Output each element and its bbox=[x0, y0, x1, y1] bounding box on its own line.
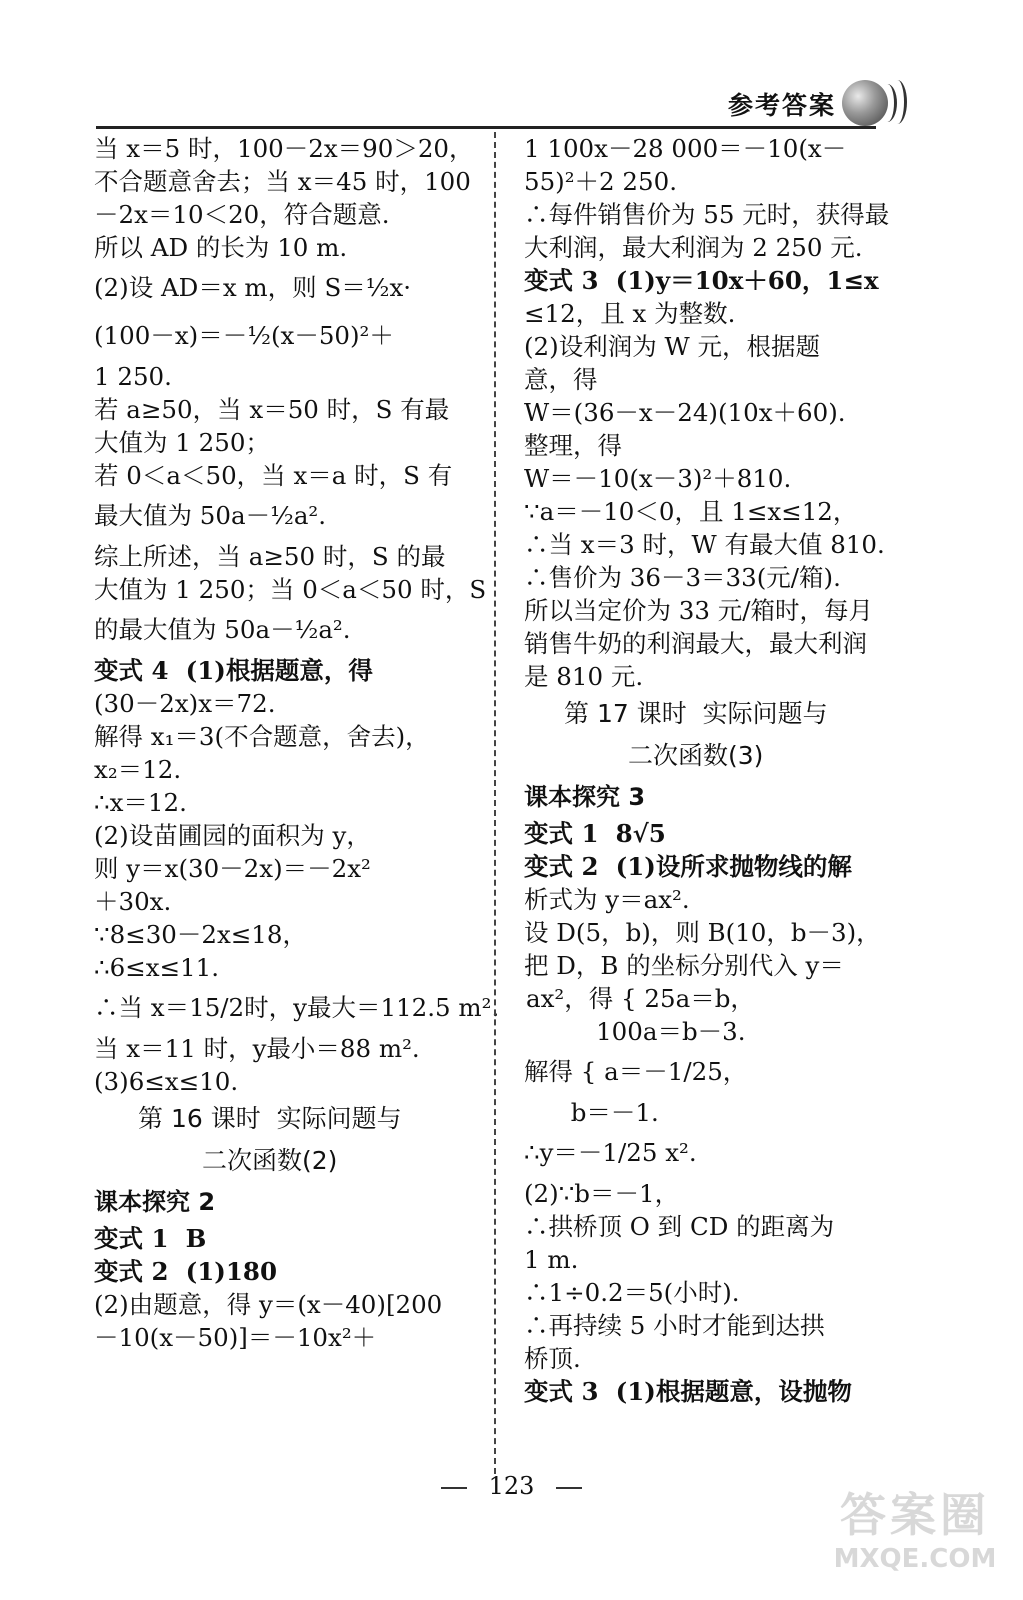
text-line: 综上所述，当 a≥50 时，S 的最 bbox=[94, 542, 446, 571]
text-line: 设 D(5，b)，则 B(10，b－3)， bbox=[524, 918, 881, 947]
exercise-heading: 变式 3 (1)根据题意，设抛物 bbox=[524, 1377, 852, 1406]
text-line: 1 100x－28 000＝－10(x－ bbox=[524, 134, 847, 163]
text-line: (3)6≤x≤10. bbox=[94, 1067, 239, 1096]
left-column bbox=[94, 132, 500, 1354]
header-arc-icon bbox=[888, 80, 907, 124]
text-line: x₂＝12. bbox=[94, 755, 182, 784]
text-line: ∴拱桥顶 O 到 CD 的距离为 bbox=[524, 1212, 835, 1241]
text-line: 当 x＝5 时，100－2x＝90＞20， bbox=[94, 134, 474, 163]
text-line: ∴售价为 36－3＝33(元/箱). bbox=[524, 563, 841, 592]
exercise-heading: 变式 3 (1)y＝10x＋60，1≤x bbox=[524, 266, 879, 295]
watermark-logo bbox=[820, 1488, 1010, 1588]
lesson-title: 第 17 课时 实际问题与 bbox=[564, 699, 828, 728]
section-heading: 课本探究 2 bbox=[94, 1188, 216, 1216]
text-line: ∴每件销售价为 55 元时，获得最 bbox=[524, 200, 890, 229]
text-line: －10(x－50)]＝－10x²＋ bbox=[94, 1323, 377, 1352]
text-line: 所以当定价为 33 元/箱时，每月 bbox=[524, 596, 874, 625]
text-line: 的最大值为 50a－½a². bbox=[94, 615, 351, 644]
text-line: ∴x＝12. bbox=[94, 788, 187, 817]
exercise-heading: 变式 2 (1)设所求抛物线的解 bbox=[524, 852, 852, 881]
text-line: ∵8≤30－2x≤18， bbox=[94, 920, 307, 949]
watermark-text: 答案圈 bbox=[840, 1488, 990, 1542]
lesson-subtitle: 二次函数(3) bbox=[628, 741, 764, 770]
text-line: 整理，得 bbox=[524, 431, 622, 460]
text-line: ∵a＝－10＜0，且 1≤x≤12， bbox=[524, 497, 858, 526]
footer-dash bbox=[441, 1487, 467, 1489]
exercise-heading: 变式 1 B bbox=[94, 1224, 207, 1253]
text-line: 若 0＜a＜50，当 x＝a 时，S 有 bbox=[94, 461, 453, 490]
watermark-url: MXQE.COM bbox=[833, 1544, 997, 1574]
text-line: W＝－10(x－3)²＋810. bbox=[524, 464, 792, 493]
text-line: (30－2x)x＝72. bbox=[94, 689, 276, 718]
section-heading: 课本探究 3 bbox=[524, 783, 646, 811]
text-line: 意，得 bbox=[524, 365, 598, 394]
text-line: (2)设 AD＝x m，则 S＝½x· bbox=[94, 273, 412, 302]
text-line: ∴y＝－1/25 x². bbox=[524, 1138, 697, 1167]
text-line: ∴6≤x≤11. bbox=[94, 953, 220, 982]
text-line: (2)∵b＝－1， bbox=[524, 1179, 680, 1208]
exercise-heading: 变式 4 (1)根据题意，得 bbox=[94, 656, 373, 685]
text-line: 大值为 1 250； bbox=[94, 428, 270, 457]
footer-dash bbox=[556, 1487, 582, 1489]
text-line: －2x＝10＜20，符合题意. bbox=[94, 200, 390, 229]
right-column bbox=[524, 132, 914, 1408]
text-line: 1 250. bbox=[94, 362, 172, 391]
header-title: 参考答案 bbox=[728, 91, 837, 120]
text-line: 则 y＝x(30－2x)＝－2x² bbox=[94, 854, 371, 883]
text-line: (100－x)＝－½(x－50)²＋ bbox=[94, 321, 394, 350]
page-number: 123 bbox=[488, 1472, 535, 1500]
text-line: 所以 AD 的长为 10 m. bbox=[94, 233, 348, 262]
text-line: 若 a≥50，当 x＝50 时，S 有最 bbox=[94, 395, 450, 424]
text-line: 不合题意舍去；当 x＝45 时，100 bbox=[94, 167, 471, 196]
text-line: 大值为 1 250；当 0＜a＜50 时，S bbox=[94, 575, 487, 604]
text-line: ∴1÷0.2＝5(小时). bbox=[524, 1278, 740, 1307]
text-line: ∴当 x＝15/2时，y最大＝112.5 m². bbox=[94, 993, 500, 1022]
exercise-heading: 变式 1 8√5 bbox=[524, 819, 666, 848]
solution-system: 解得 { a＝－1/25， bbox=[524, 1057, 748, 1086]
text-line: 当 x＝11 时，y最小＝88 m². bbox=[94, 1034, 420, 1063]
text-line: 桥顶. bbox=[524, 1344, 581, 1373]
text-line: (2)设苗圃园的面积为 y， bbox=[94, 821, 371, 850]
header-rule bbox=[96, 126, 876, 129]
text-line: W＝(36－x－24)(10x＋60). bbox=[524, 398, 846, 427]
column-divider bbox=[494, 132, 496, 1474]
text-line: 1 m. bbox=[524, 1245, 579, 1274]
text-line: 最大值为 50a－½a². bbox=[94, 501, 327, 530]
text-line: ≤12，且 x 为整数. bbox=[524, 299, 736, 328]
text-line: 把 D，B 的坐标分别代入 y＝ bbox=[524, 951, 844, 980]
text-line: (2)设利润为 W 元，根据题 bbox=[524, 332, 820, 361]
text-line: 解得 x₁＝3(不合题意，舍去)， bbox=[94, 722, 430, 751]
text-line: 55)²＋2 250. bbox=[524, 167, 677, 196]
page-header bbox=[0, 0, 1023, 140]
solution-system: b＝－1. bbox=[524, 1098, 659, 1127]
text-line: 大利润，最大利润为 2 250 元. bbox=[524, 233, 863, 262]
lesson-title: 第 16 课时 实际问题与 bbox=[138, 1104, 402, 1133]
text-line: 是 810 元. bbox=[524, 662, 644, 691]
equation-system: ax²，得 { 25a＝b， bbox=[526, 984, 755, 1013]
text-line: ∴当 x＝3 时，W 有最大值 810. bbox=[524, 530, 885, 559]
text-line: (2)由题意，得 y＝(x－40)[200 bbox=[94, 1290, 443, 1319]
text-line: ∴再持续 5 小时才能到达拱 bbox=[524, 1311, 825, 1340]
lesson-subtitle: 二次函数(2) bbox=[202, 1146, 338, 1175]
text-line: ＋30x. bbox=[94, 887, 172, 916]
text-line: 销售牛奶的利润最大，最大利润 bbox=[524, 629, 867, 658]
exercise-heading: 变式 2 (1)180 bbox=[94, 1257, 278, 1286]
equation-system: 100a＝b－3. bbox=[526, 1017, 746, 1046]
text-line: 析式为 y＝ax². bbox=[524, 885, 690, 914]
